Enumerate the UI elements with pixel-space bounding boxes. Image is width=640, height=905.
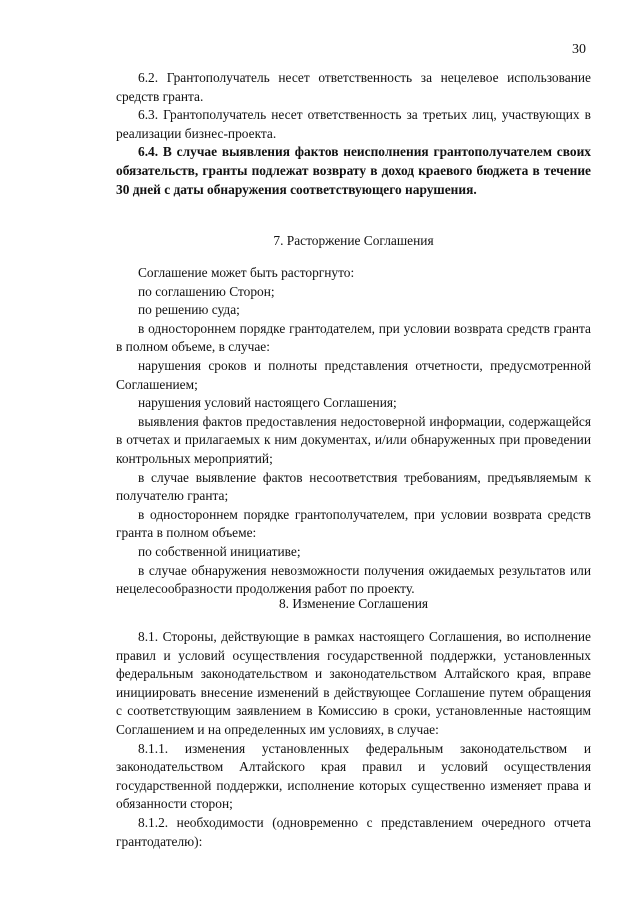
section-8-block <box>116 628 591 851</box>
list-item: в случае обнаружения невозможности получения ожидаемых результатов или нецелесообразности продолжения работ по проекту. <box>116 562 591 597</box>
section-7-list <box>116 264 591 599</box>
list-item: по собственной инициативе; <box>138 543 301 559</box>
paragraph-8-1-2: 8.1.2. необходимости (одновременно с представлением очередного отчета грантодателю): <box>116 814 591 849</box>
list-item: нарушения сроков и полноты представления отчетности, предусмотренной Соглашением; <box>116 357 591 392</box>
paragraph-6-2: 6.2. Грантополучатель несет ответственность за нецелевое использование средств гранта. <box>116 70 591 104</box>
list-item: Соглашение может быть расторгнуто: <box>138 265 355 280</box>
paragraph-6-3: 6.3. Грантополучатель несет ответственность за третьих лиц, участвующих в реализации бизнес-проекта. <box>116 107 591 141</box>
section-6-block <box>116 69 591 199</box>
paragraph-8-1: 8.1. Стороны, действующие в рамках настоящего Соглашения, во исполнение правил и условий осуществления государственной поддержки, установленных федеральным законодательством и законодательством Алтайского края, вправе инициировать внесение изменений в действующее Соглашение путем обращения с соответствующим заявлением в Комиссию в сроки, установленные настоящим Соглашением и на определенных им условиях, в случае: <box>116 629 591 737</box>
page-number: 30 <box>572 42 586 57</box>
list-item: в одностороннем порядке грантополучателем, при условии возврата средств гранта в полном объеме: <box>116 506 591 541</box>
list-item: по решению суда; <box>138 302 240 318</box>
list-item: выявления фактов предоставления недостоверной информации, содержащейся в отчетах и прилагаемых к ним документах, и/или обнаруженных при проведении контрольных мероприятий; <box>116 413 591 466</box>
list-item: в случае выявление фактов несоответствия требованиям, предъявляемым к получателю гранта; <box>116 469 591 504</box>
section-7-title: 7. Расторжение Соглашения <box>273 233 434 248</box>
section-8-title: 8. Изменение Соглашения <box>278 596 429 611</box>
list-item: по соглашению Сторон; <box>138 283 275 299</box>
list-item: в одностороннем порядке грантодателем, при условии возврата средств гранта в полном объеме, в случае: <box>116 320 591 355</box>
paragraph-6-4: 6.4. В случае выявления фактов неисполнения грантополучателем своих обязательств, гранты подлежат возврату в доход краевого бюджета в течение 30 дней с даты обнаружения соответствующего нарушения. <box>116 144 591 197</box>
paragraph-8-1-1: 8.1.1. изменения установленных федеральным законодательством и законодательством Алтайского края правил и условий осуществления государственной поддержки, исполнение которых существенно изменяет права и обязанности сторон; <box>116 740 591 812</box>
list-item: нарушения условий настоящего Соглашения; <box>138 395 397 411</box>
